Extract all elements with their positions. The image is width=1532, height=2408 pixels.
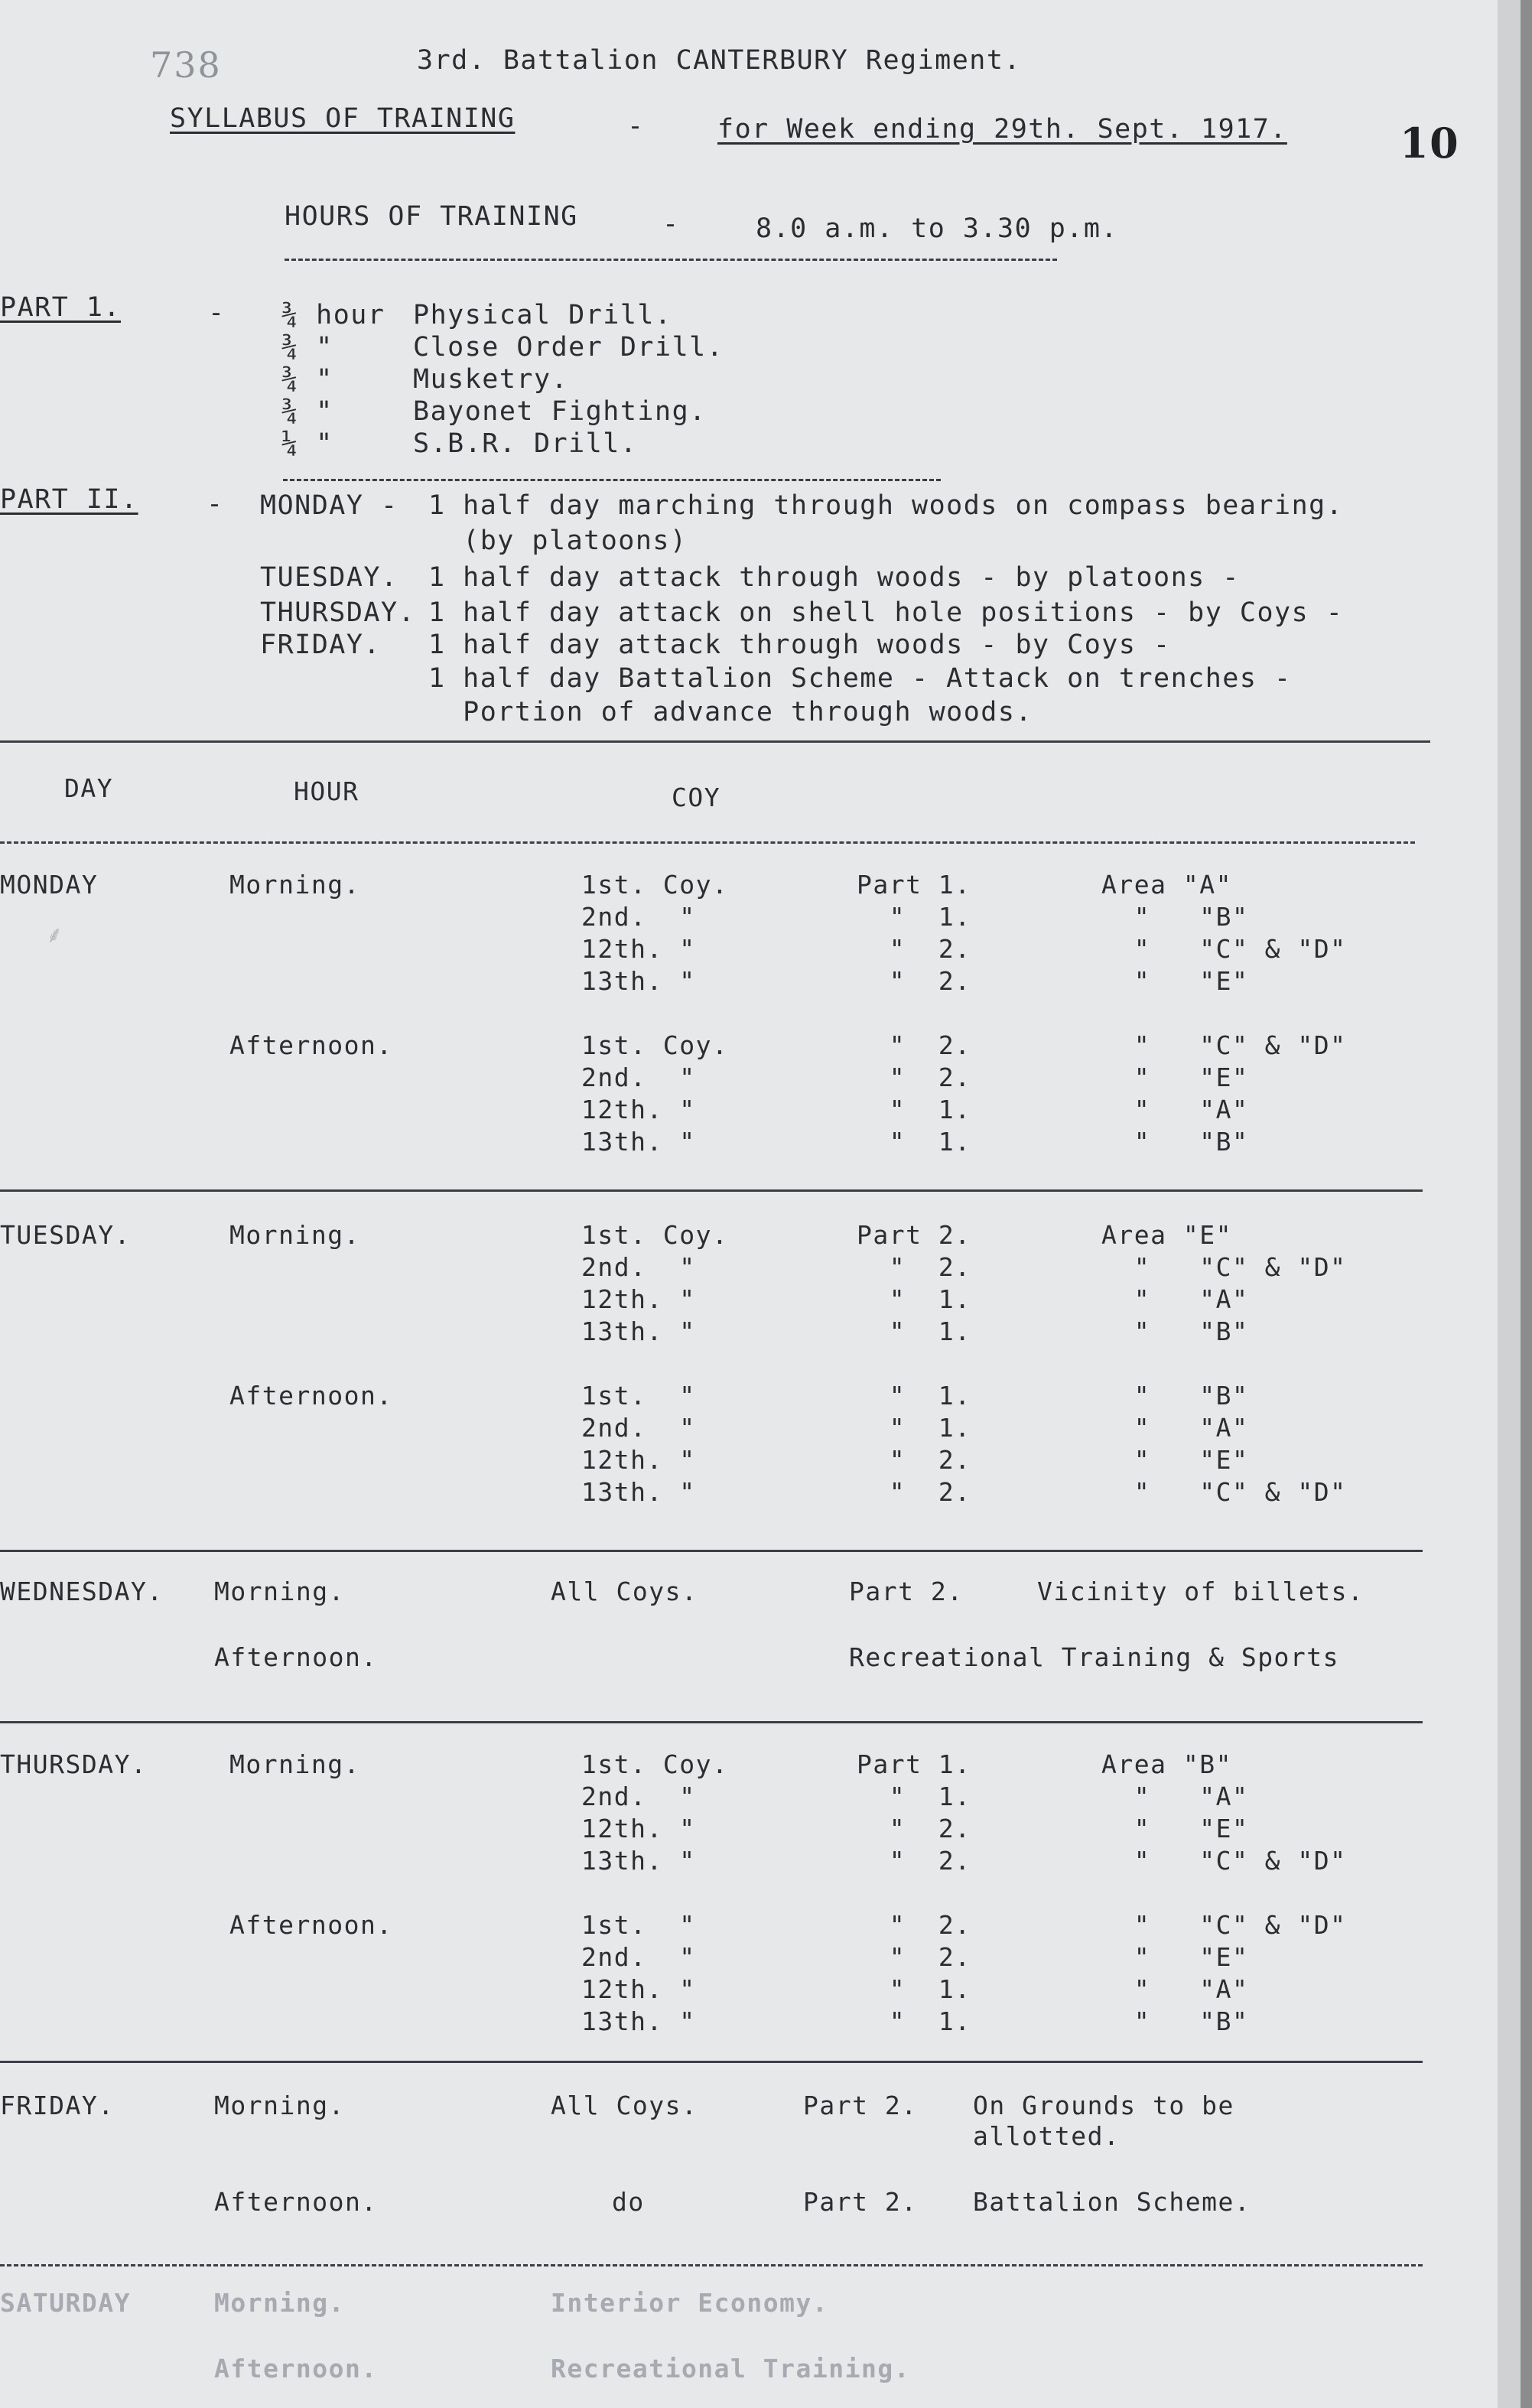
coy-cell: 12th. ": [581, 1284, 696, 1314]
day-label: WEDNESDAY.: [0, 1577, 164, 1606]
row-divider: [0, 2061, 1423, 2063]
part1-label: PART 1.: [0, 292, 122, 323]
hour-label: Afternoon.: [214, 1642, 378, 1672]
part1-item: Musketry.: [413, 364, 569, 395]
hour-label: Morning.: [214, 1577, 345, 1606]
coy-cell: 2nd. ": [581, 1413, 696, 1443]
title-dash: -: [627, 111, 645, 142]
part2-line: 1 half day attack through woods - by Coys -: [428, 630, 1171, 660]
coy-cell: 13th. ": [581, 1846, 696, 1876]
part2-day: FRIDAY.: [260, 630, 382, 660]
coy-cell: 13th. ": [581, 1477, 696, 1507]
part1-item: Close Order Drill.: [413, 332, 724, 363]
part2-day: MONDAY -: [260, 490, 398, 521]
coy-cell: 12th. ": [581, 1445, 696, 1475]
part1-item: S.B.R. Drill.: [413, 428, 638, 459]
location-cell: Vicinity of billets.: [1037, 1577, 1364, 1606]
area-cell: " "E": [1101, 966, 1249, 996]
part-cell: " 1.: [857, 1381, 971, 1411]
part-cell: " 1.: [857, 1974, 971, 2004]
part1-fraction: ¾ hour: [281, 300, 385, 330]
part-cell: Part 1.: [857, 1749, 971, 1779]
area-cell: " "C" & "D": [1101, 1477, 1347, 1507]
area-cell: Area "B": [1101, 1749, 1232, 1779]
col-header-coy: COY: [672, 783, 721, 812]
part2-line: 1 half day attack on shell hole positions - by Coys -: [428, 597, 1344, 628]
part-cell: Recreational Training & Sports: [849, 1642, 1340, 1672]
table-header-rule: [0, 841, 1415, 844]
area-cell: " "A": [1101, 1413, 1249, 1443]
part1-fraction: ¾ ": [281, 364, 333, 395]
hour-label: Morning.: [229, 1220, 360, 1250]
area-cell: " "A": [1101, 1974, 1249, 2004]
part-cell: " 2.: [857, 1062, 971, 1092]
area-cell: " "B": [1101, 2006, 1249, 2036]
part-cell: " 1.: [857, 1284, 971, 1314]
part-cell: " 1.: [857, 1316, 971, 1346]
location-cell: allotted.: [973, 2121, 1121, 2151]
part-cell: Part 2.: [857, 1220, 971, 1250]
part-cell: " 2.: [857, 1814, 971, 1843]
part-cell: " 2.: [857, 1477, 971, 1507]
hours-value: 8.0 a.m. to 3.30 p.m.: [756, 213, 1119, 244]
area-cell: " "B": [1101, 1316, 1249, 1346]
part2-day: THURSDAY.: [260, 597, 416, 628]
coy-cell: 1st. Coy.: [581, 1220, 729, 1250]
part-cell: " 1.: [857, 1095, 971, 1124]
area-cell: " "C" & "D": [1101, 1252, 1347, 1282]
part-cell: Part 1.: [857, 870, 971, 900]
page-edge: [1498, 0, 1521, 2408]
coy-cell: 13th. ": [581, 1316, 696, 1346]
area-cell: Area "A": [1101, 870, 1232, 900]
coy-cell: Interior Economy.: [551, 2288, 829, 2318]
part-cell: " 1.: [857, 902, 971, 932]
part-cell: Part 2.: [803, 2187, 918, 2217]
coy-cell: 2nd. ": [581, 1942, 696, 1972]
area-cell: " "C" & "D": [1101, 1910, 1347, 1940]
part-cell: " 2.: [857, 934, 971, 964]
part2-line: 1 half day marching through woods on compass bearing.: [428, 490, 1344, 521]
row-divider: [0, 1550, 1423, 1552]
part1-fraction: ¼ ": [281, 428, 333, 459]
coy-cell: 13th. ": [581, 966, 696, 996]
coy-cell: 2nd. ": [581, 1252, 696, 1282]
part1-fraction: ¾ ": [281, 332, 333, 363]
page-number: 10: [1400, 119, 1460, 168]
col-header-day: DAY: [64, 773, 114, 803]
coy-cell: 1st. Coy.: [581, 1749, 729, 1779]
hour-label: Morning.: [214, 2288, 345, 2318]
day-label: MONDAY: [0, 870, 99, 900]
syllabus-title: SYLLABUS OF TRAINING: [170, 103, 516, 134]
part1-dash: -: [208, 298, 226, 328]
part-cell: " 2.: [857, 1846, 971, 1876]
coy-cell: 12th. ": [581, 1814, 696, 1843]
part-cell: " 2.: [857, 1942, 971, 1972]
part-cell: " 1.: [857, 1782, 971, 1811]
part-cell: " 2.: [857, 1445, 971, 1475]
unit-title: 3rd. Battalion CANTERBURY Regiment.: [417, 45, 1022, 76]
area-cell: " "C" & "D": [1101, 1030, 1347, 1060]
area-cell: " "B": [1101, 1127, 1249, 1157]
coy-cell: 1st. ": [581, 1910, 696, 1940]
part-cell: " 1.: [857, 1413, 971, 1443]
area-cell: " "B": [1101, 1381, 1249, 1411]
coy-cell: 12th. ": [581, 934, 696, 964]
hour-label: Afternoon.: [214, 2187, 378, 2217]
stamp-mark: ⸙: [46, 922, 63, 949]
part-cell: " 2.: [857, 1252, 971, 1282]
area-cell: " "B": [1101, 902, 1249, 932]
location-cell: Battalion Scheme.: [973, 2187, 1251, 2217]
coy-cell: Recreational Training.: [551, 2354, 911, 2384]
part-cell: Part 2.: [849, 1577, 964, 1606]
day-label: TUESDAY.: [0, 1220, 131, 1250]
hour-label: Afternoon.: [229, 1030, 393, 1060]
row-divider: [0, 2264, 1423, 2266]
coy-cell: 2nd. ": [581, 1062, 696, 1092]
part-cell: " 2.: [857, 966, 971, 996]
table-top-rule: [0, 740, 1430, 743]
hours-label: HOURS OF TRAINING: [285, 201, 578, 232]
row-divider: [0, 1721, 1423, 1723]
hour-label: Afternoon.: [229, 1381, 393, 1411]
coy-cell: 13th. ": [581, 2006, 696, 2036]
hour-label: Morning.: [229, 870, 360, 900]
hour-label: Afternoon.: [229, 1910, 393, 1940]
part2-line: 1 half day attack through woods - by platoons -: [428, 562, 1240, 593]
part2-line: (by platoons): [428, 526, 688, 556]
part-cell: " 2.: [857, 1030, 971, 1060]
area-cell: Area "E": [1101, 1220, 1232, 1250]
area-cell: " "E": [1101, 1942, 1249, 1972]
row-divider: [0, 1189, 1423, 1192]
divider: [283, 479, 941, 481]
coy-cell: do: [612, 2187, 645, 2217]
coy-cell: 12th. ": [581, 1974, 696, 2004]
area-cell: " "A": [1101, 1284, 1249, 1314]
hour-label: Morning.: [229, 1749, 360, 1779]
part-cell: Part 2.: [803, 2091, 918, 2120]
part-cell: " 1.: [857, 1127, 971, 1157]
area-cell: " "A": [1101, 1095, 1249, 1124]
coy-cell: 2nd. ": [581, 902, 696, 932]
coy-cell: 2nd. ": [581, 1782, 696, 1811]
col-header-hour: HOUR: [294, 776, 359, 806]
coy-cell: 1st. Coy.: [581, 1030, 729, 1060]
part-cell: " 1.: [857, 2006, 971, 2036]
area-cell: " "E": [1101, 1445, 1249, 1475]
area-cell: " "E": [1101, 1814, 1249, 1843]
hours-dash: -: [662, 209, 680, 239]
coy-cell: 1st. Coy.: [581, 870, 729, 900]
day-label: THURSDAY.: [0, 1749, 148, 1779]
area-cell: " "A": [1101, 1782, 1249, 1811]
coy-cell: All Coys.: [551, 1577, 698, 1606]
part2-dash: -: [207, 489, 224, 519]
area-cell: " "C" & "D": [1101, 1846, 1347, 1876]
hour-label: Afternoon.: [214, 2354, 378, 2384]
part2-day: TUESDAY.: [260, 562, 398, 593]
day-label: FRIDAY.: [0, 2091, 115, 2120]
area-cell: " "C" & "D": [1101, 934, 1347, 964]
coy-cell: 13th. ": [581, 1127, 696, 1157]
area-cell: " "E": [1101, 1062, 1249, 1092]
part1-item: Physical Drill.: [413, 300, 672, 330]
location-cell: On Grounds to be: [973, 2091, 1234, 2120]
day-label: SATURDAY: [0, 2288, 131, 2318]
part1-fraction: ¾ ": [281, 396, 333, 427]
part1-item: Bayonet Fighting.: [413, 396, 707, 427]
part2-line: Portion of advance through woods.: [428, 697, 1033, 727]
part-cell: " 2.: [857, 1910, 971, 1940]
week-ending: for Week ending 29th. Sept. 1917.: [717, 114, 1287, 145]
part2-label: PART II.: [0, 484, 138, 515]
part2-line: 1 half day Battalion Scheme - Attack on trenches -: [428, 663, 1292, 694]
divider: [285, 259, 1057, 261]
doc-number: 738: [150, 44, 222, 86]
coy-cell: 12th. ": [581, 1095, 696, 1124]
coy-cell: All Coys.: [551, 2091, 698, 2120]
coy-cell: 1st. ": [581, 1381, 696, 1411]
hour-label: Morning.: [214, 2091, 345, 2120]
